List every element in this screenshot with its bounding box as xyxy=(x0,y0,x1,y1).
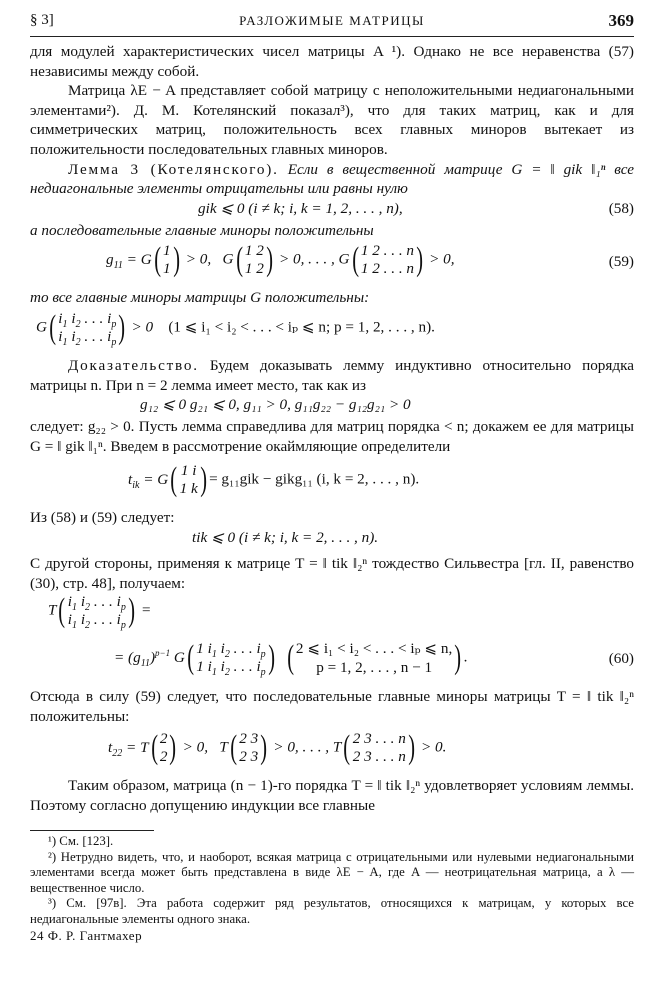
equation-tik-negative: tik ⩽ 0 (i ≠ k; i, k = 2, . . . , n). xyxy=(192,528,379,546)
equation-58 xyxy=(30,199,634,221)
equation-n2: g₁₂ ⩽ 0 g₂₁ ⩽ 0, g₁₁ > 0, g₁₁g₂₂ − g₁₂g₂₁ > 0 xyxy=(140,396,411,414)
hence-paragraph: Отсюда в силу (59) следует, что последовательные главные миноры матрицы T = ‖ tik ‖₂ⁿ положительны: xyxy=(30,688,634,725)
footnote-1: ¹) См. [123]. xyxy=(48,834,114,848)
equation-minors: G ( $i_1$ $i_2$ . . . $i_p$ $i_1$ $i_2$ . . . $i_p$ ) > 0 (1 ⩽ i₁ < i₂ < . . . < iₚ ⩽ n; p = 1, 2, . . . , n). xyxy=(36,308,435,348)
minors-condition: (1 ⩽ i₁ < i₂ < . . . < iₚ ⩽ n; p = 1, 2, . . . , n). xyxy=(168,318,435,336)
equation-58-body: gik ⩽ 0 (i ≠ k; i, k = 1, 2, . . . , n), xyxy=(198,199,403,217)
lemma-statement: Если в вещественной матрице G = ‖ gik ‖₁ⁿ все недиагональные элементы отрицательны или равны нулю xyxy=(30,160,634,198)
equation-60-number: (60) xyxy=(608,650,634,668)
page-number: 369 xyxy=(608,11,634,30)
from-58-59: Из (58) и (59) следует: xyxy=(30,509,175,527)
follows-paragraph: следует: g₂₂ > 0. Пусть лемма справедлива для матриц порядка < n; докажем ее для матрицы G = ‖ gik ‖₁ⁿ. Введем в рассмотрение окаймляющие определители xyxy=(30,418,634,455)
equation-t22: $t_{22} = T$ ( 2 2 ) > 0, T ( 2 3 2 3 ) > 0, . . . , T ( 2 3 . . . n 2 3 . . . n ) > 0. xyxy=(108,729,447,767)
lemma-condition: а последовательные главные миноры положительны xyxy=(30,221,374,239)
paragraph-2: Матрица λE − A представляет собой матрицу с неположительными недиагональными элементами²). Д. М. Котелянский показал³), что для таких матриц, как и для симметрических матриц, положительность всех главных миноров вытекает из положительности последовательных главных миноров. xyxy=(30,82,634,158)
proof-heading: Доказательство. xyxy=(68,356,199,374)
equation-59-number: (59) xyxy=(608,253,634,271)
paragraph-1: для модулей характеристических чисел матрицы A ¹). Однако не все неравенства (57) независимы между собой. xyxy=(30,43,634,80)
section-ref: § 3] xyxy=(30,12,54,28)
equation-60: = $(g_{11})^{p-1}$ G ( 1 $i_1$ $i_2$ . . . $i_p$ 1 $i_1$ $i_2$ . . . $i_p$ ) ( 2 ⩽ i₁ < i₂ < . . . < iₚ ⩽ n, p = 1, 2, . . . , n − 1 ) . (60) xyxy=(114,639,634,679)
footnote-2: ²) Нетрудно видеть, что, и наоборот, всякая матрица с отрицательными или нулевыми недиагональными элементами всегда может быть представлена в виде λE − A, где A — неотрицательная матрица, а λ — вещественное число. xyxy=(30,849,634,895)
equation-60-lhs: T ( $i_1$ $i_2$ . . . $i_p$ $i_1$ $i_2$ . . . $i_p$ ) = xyxy=(48,592,152,632)
signature-line: 24 Ф. Р. Гантмахер xyxy=(30,928,143,943)
final-paragraph: Таким образом, матрица (n − 1)-го порядка T = ‖ tik ‖₂ⁿ удовлетворяет условиям леммы. Поэтому согласно допущению индукции все главные xyxy=(30,777,634,814)
main-text xyxy=(30,42,634,815)
running-header xyxy=(30,12,634,34)
lemma-conclusion: то все главные миноры матрицы G положительны: xyxy=(30,289,370,307)
header-rule xyxy=(30,36,634,37)
running-title: РАЗЛОЖИМЫЕ МАТРИЦЫ xyxy=(239,13,425,28)
sylvester-paragraph: С другой стороны, применяя к матрице T = ‖ tik ‖₂ⁿ тождество Сильвестра [гл. II, равенство (30), стр. 48], получаем: xyxy=(30,554,634,592)
page xyxy=(30,0,634,990)
equation-tik: $t_{ik} = G$ ( 1 i 1 k ) = g₁₁gik − gikg₁₁ (i, k = 2, . . . , n). xyxy=(128,461,420,499)
equation-58-number: (58) xyxy=(608,199,634,217)
lemma-paragraph xyxy=(30,160,634,199)
lemma-heading: Лемма 3 (Котелянского). xyxy=(68,160,279,178)
equation-59: $g_{11} = G$ ( 1 1 ) > 0, G ( 1 2 1 2 ) > 0, . . . , G ( 1 2 . . . n 1 2 . . . n ) > 0, (59) xyxy=(106,241,634,279)
proof-text: Будем доказывать лемму индуктивно относительно порядка матрицы n. При n = 2 лемма имеет место, так как из xyxy=(30,356,634,394)
proof-paragraph xyxy=(30,356,634,395)
footnotes xyxy=(30,834,634,927)
footnote-rule xyxy=(30,830,154,831)
footnote-3: ³) См. [97в]. Эта работа содержит ряд результатов, относящихся к матрицам, у которых все недиагональные элементы одного знака. xyxy=(30,896,634,926)
